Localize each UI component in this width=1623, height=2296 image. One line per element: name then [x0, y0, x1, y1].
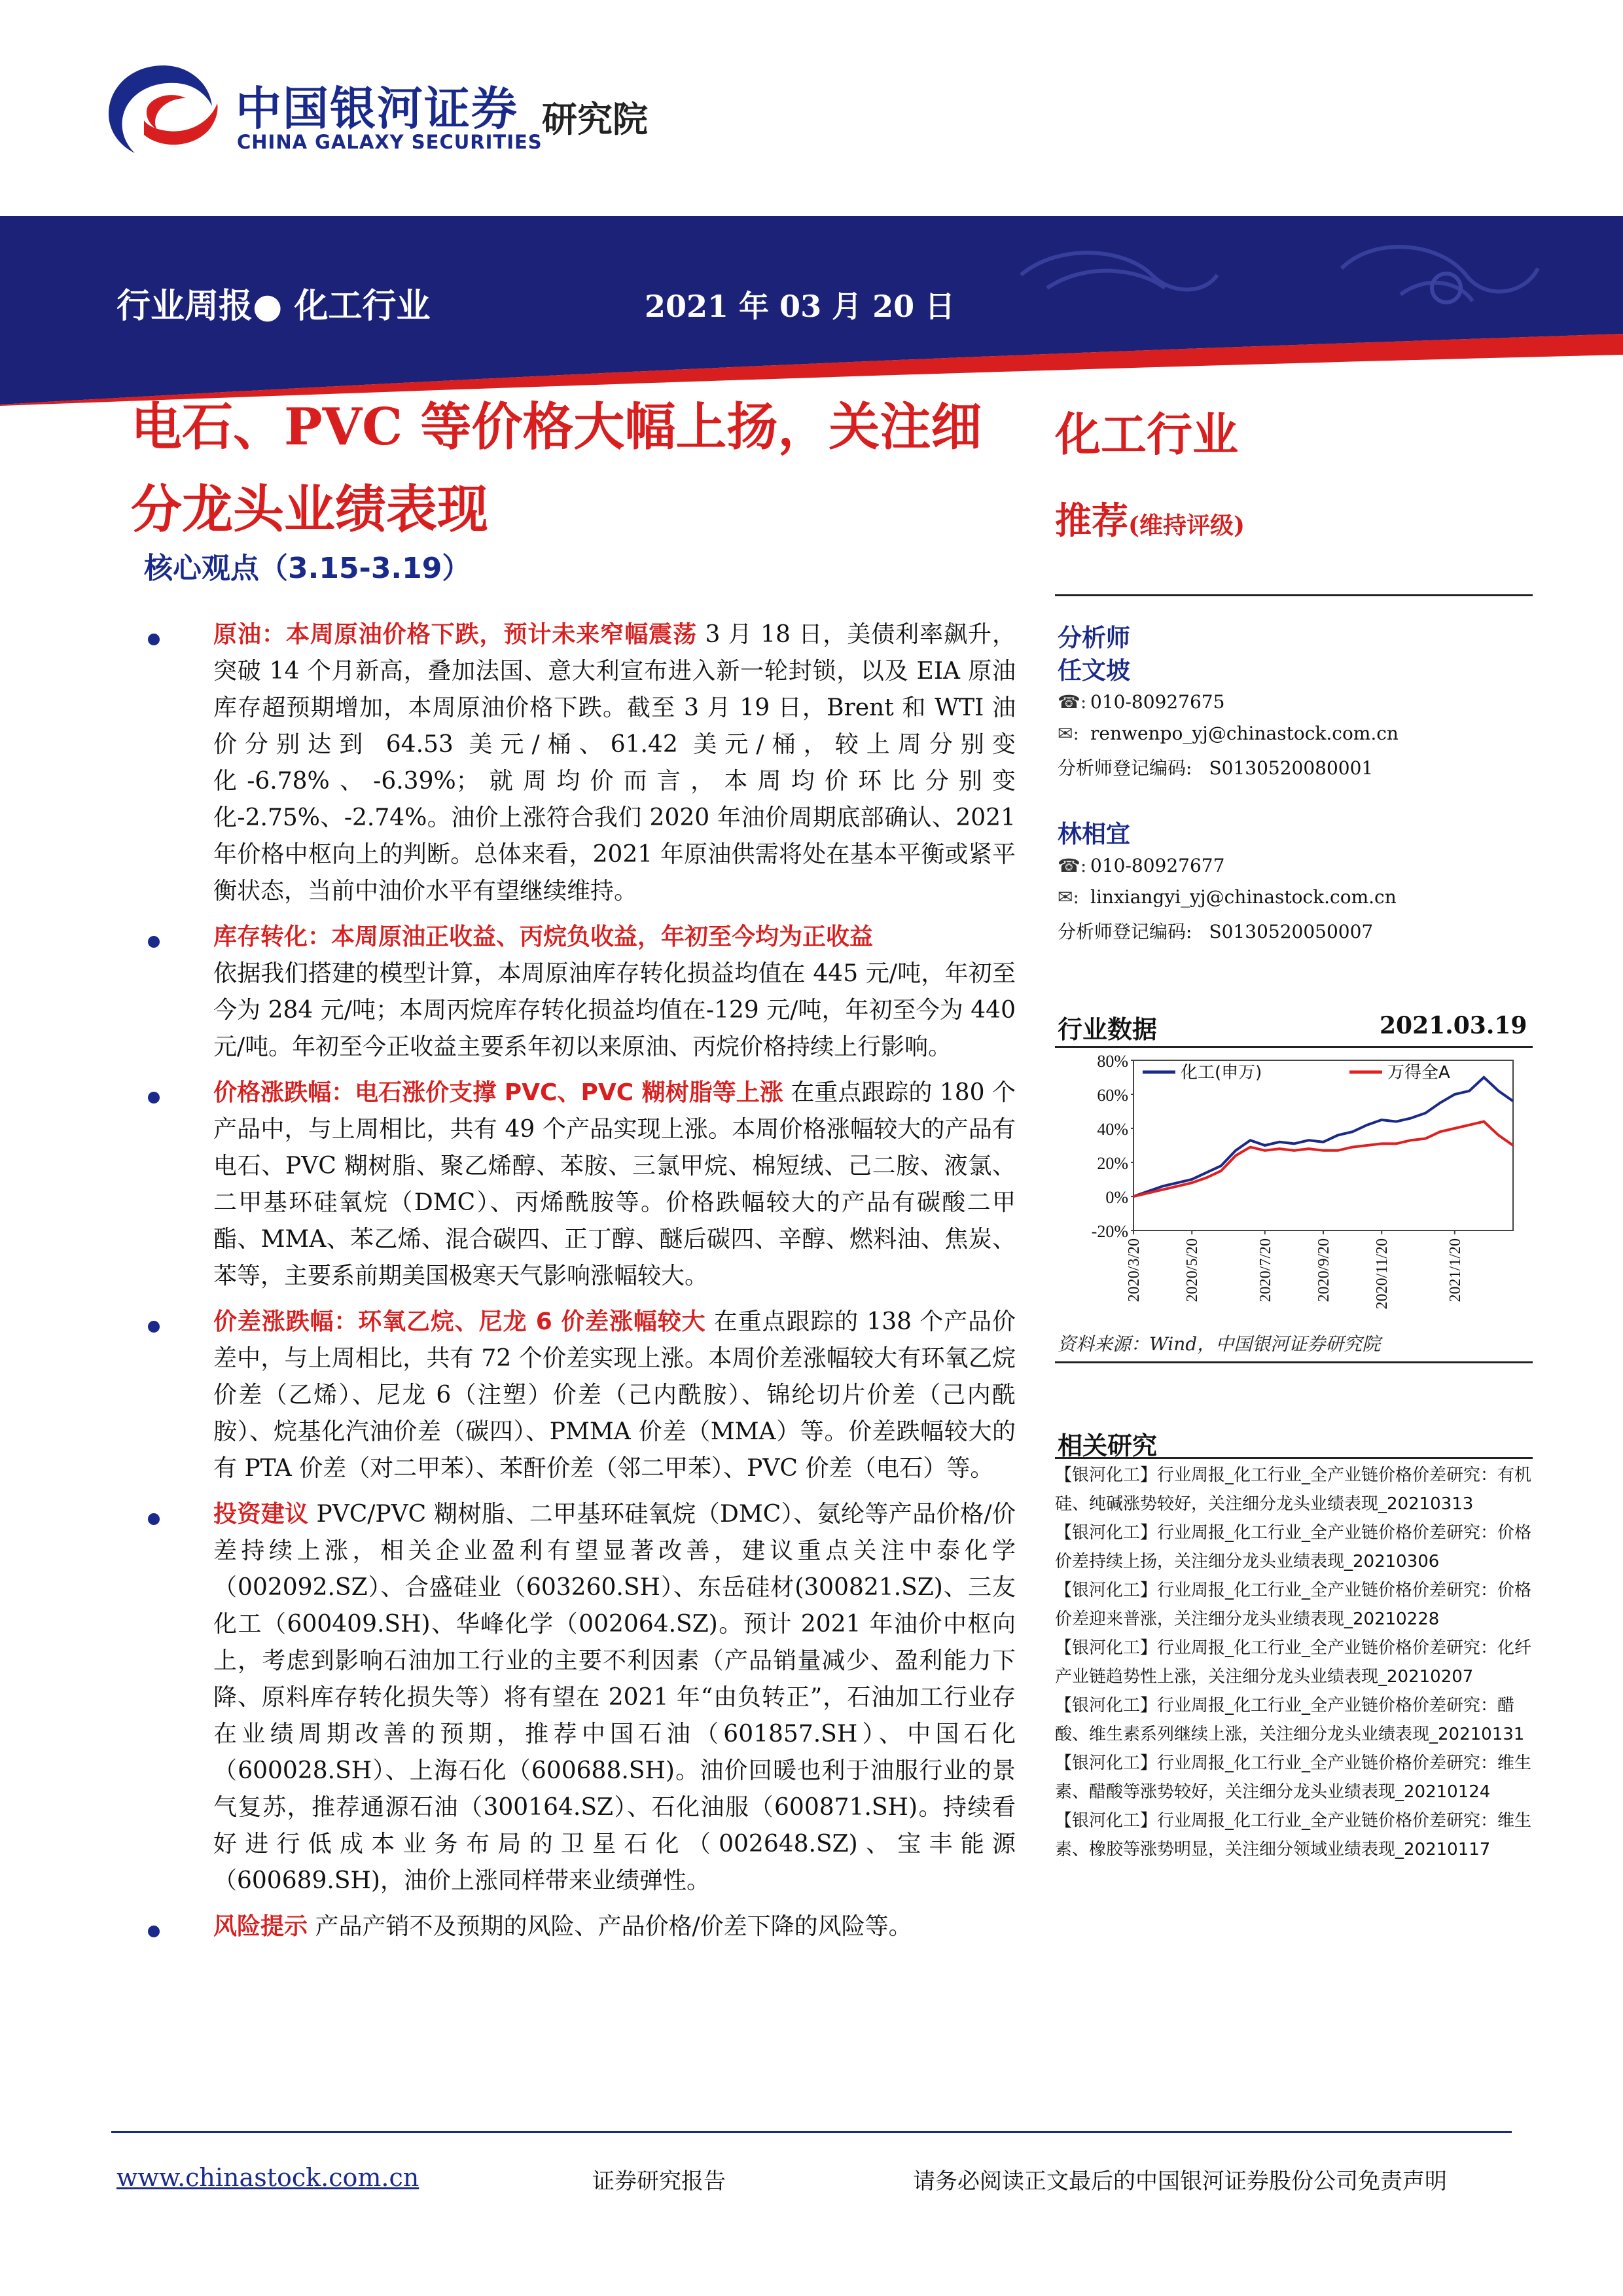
related-research-item[interactable]: 【银河化工】行业周报_化工行业_全产业链价格价差研究：醋酸、维生素系列继续上涨，关注细分龙头业绩表现_20210131: [1055, 1696, 1525, 1744]
bullet-heading: 库存转化：本周原油正收益、丙烷负收益，年初至今均为正收益: [213, 924, 874, 950]
chart-source: 资料来源：Wind，中国银河证券研究院: [1058, 1333, 1381, 1355]
phone-icon: ☎:: [1058, 855, 1087, 876]
bullet-text: 3 月 18 日，美债利率飙升，突破 14 个月新高，叠加法国、意大利宣布进入新一轮封锁，以及 EIA 原油库存超预期增加，本周原油价格下跌。截至 3 月 19 日，Brent 和 WTI 油价分别达到 64.53 美元/桶、61.42 美元/桶，较上周分别变化-6.78%、-6.39%；就周均价而言，本周均价环比分别变化-2.75%、-2.74%。油价上涨符合我们 2020 年油价周期底部确认、2021 年价格中枢向上的判断。总体来看，2021 年原油供需将处在基本平衡或紧平衡状态，当前中油价水平有望继续维持。: [213, 621, 1016, 905]
analyst-email[interactable]: ✉: linxiangyi_yj@chinastock.com.cn: [1058, 886, 1397, 908]
sidebar-industry: 化工行业: [1055, 408, 1238, 461]
bullet-text: 依据我们搭建的模型计算，本周原油库存转化损益均值在 445 元/吨，年初至今为 284 元/吨；本周丙烷库存转化损益均值在-129 元/吨，年初至今为 440 元/吨。年初至今正收益主要系年初以来原油、丙烷价格持续上行影响。: [213, 960, 1016, 1060]
bullet-heading: 价格涨跌幅：电石涨价支撑 PVC、PVC 糊树脂等上涨: [213, 1079, 783, 1106]
y-tick-label: 40%: [1097, 1120, 1128, 1139]
phone-icon: ☎:: [1058, 691, 1087, 713]
y-tick-label: 80%: [1097, 1052, 1128, 1071]
company-logo: [105, 58, 694, 175]
bullet-dot-icon: [148, 634, 160, 645]
bullet-item-inventory: [131, 919, 1016, 1066]
email-icon: ✉:: [1058, 723, 1079, 744]
bullet-dot-icon: [148, 1092, 160, 1103]
report-title: 电石、PVC 等价格大幅上扬，关注细分龙头业绩表现: [131, 397, 982, 539]
footer-report-label: 证券研究报告: [592, 2168, 726, 2195]
footer-website-link[interactable]: www.chinastock.com.cn: [116, 2163, 419, 2192]
bullet-text: 在重点跟踪的 138 个产品价差中，与上周相比，共有 72 个价差实现上涨。本周价差涨幅较大有环氧乙烷价差（乙烯）、尼龙 6（注塑）价差（己内酰胺）、锦纶切片价差（己内酰胺）、烷基化汽油价差（碳四）、PMMA 价差（MMA）等。价差跌幅较大的有 PTA 价差（对二甲苯）、苯酐价差（邻二甲苯）、PVC 价差（电石）等。: [213, 1308, 1016, 1482]
related-research-item[interactable]: 【银河化工】行业周报_化工行业_全产业链价格价差研究：价格价差持续上扬，关注细分龙头业绩表现_20210306: [1055, 1523, 1532, 1571]
x-tick-label: 2020/11/20: [1374, 1238, 1391, 1310]
core-view-heading: 核心观点（3.15-3.19）: [144, 552, 471, 585]
email-icon: ✉:: [1058, 886, 1079, 908]
analyst-registration: 分析师登记编码: S0130520080001: [1058, 757, 1374, 779]
bullet-item-investment: [131, 1496, 1016, 1899]
related-divider: [1055, 1457, 1533, 1459]
analyst-phone: ☎: 010-80927677: [1058, 855, 1225, 876]
analyst-phone: ☎: 010-80927675: [1058, 691, 1225, 713]
y-tick-label: 20%: [1097, 1154, 1128, 1173]
bullet-item-spread-change: [131, 1304, 1016, 1487]
bullet-dot-icon: [148, 936, 160, 948]
plot-frame: [1133, 1060, 1513, 1230]
x-tick-label: 2020/7/20: [1257, 1238, 1274, 1302]
logo-chinese-name: 中国银河证券: [236, 82, 518, 135]
x-tick-label: 2021/1/20: [1446, 1238, 1464, 1302]
related-research-item[interactable]: 【银河化工】行业周报_化工行业_全产业链价格价差研究：价格价差迎来普涨，关注细分龙头业绩表现_20210228: [1055, 1581, 1532, 1629]
series-line-wind: [1133, 1122, 1513, 1196]
rating-note: (维持评级): [1128, 512, 1245, 539]
x-tick-label: 2020/3/20: [1126, 1238, 1143, 1302]
report-type: 行业周报● 化工行业: [116, 287, 431, 326]
analyst-label: 分析师: [1058, 624, 1130, 652]
bullet-heading: 风险提示: [213, 1913, 308, 1940]
analyst-name: 任文坡: [1058, 656, 1130, 685]
core-view-content: [131, 617, 1016, 1954]
footer-divider: [111, 2131, 1512, 2133]
related-research-item[interactable]: 【银河化工】行业周报_化工行业_全产业链价格价差研究：维生素、醋酸等涨势较好，关注细分龙头业绩表现_20210124: [1055, 1753, 1532, 1802]
bullet-item-risk: [131, 1909, 1016, 1945]
bullet-dot-icon: [148, 1926, 160, 1937]
industry-index-chart: [1055, 1047, 1533, 1322]
industry-data-heading: 行业数据: [1058, 1015, 1158, 1044]
y-tick-label: -20%: [1091, 1222, 1128, 1241]
institute-label: 研究院: [542, 99, 648, 140]
rating-value: 推荐: [1055, 500, 1128, 543]
logo-english-name: CHINA GALAXY SECURITIES: [237, 131, 543, 153]
bullet-heading: 原油：本周原油价格下跌，预计未来窄幅震荡: [213, 621, 698, 648]
analyst-email[interactable]: ✉: renwenpo_yj@chinastock.com.cn: [1058, 723, 1399, 744]
bullet-item-price-change: [131, 1075, 1016, 1295]
related-research-item[interactable]: 【银河化工】行业周报_化工行业_全产业链价格价差研究：有机硅、纯碱涨势较好，关注细分龙头业绩表现_20210313: [1055, 1465, 1532, 1514]
bullet-dot-icon: [148, 1513, 160, 1525]
bullet-item-oil: [131, 617, 1016, 910]
related-research-item[interactable]: 【银河化工】行业周报_化工行业_全产业链价格价差研究：维生素、橡胶等涨势明显，关注细分领域业绩表现_20210117: [1055, 1811, 1532, 1859]
series-line-chem: [1133, 1077, 1513, 1196]
report-date: 2021 年 03 月 20 日: [645, 289, 955, 324]
bullet-text: 在重点跟踪的 180 个产品中，与上周相比，共有 49 个产品实现上涨。本周价格涨幅较大的产品有电石、PVC 糊树脂、聚乙烯醇、苯胺、三氯甲烷、棉短绒、己二胺、液氯、二甲基环硅氧烷（DMC）、丙烯酰胺等。价格跌幅较大的产品有碳酸二甲酯、MMA、苯乙烯、混合碳四、正丁醇、醚后碳四、辛醇、燃料油、焦炭、苯等，主要系前期美国极寒天气影响涨幅较大。: [213, 1079, 1016, 1289]
y-tick-label: 60%: [1097, 1086, 1128, 1105]
bullet-text: PVC/PVC 糊树脂、二甲基环硅氧烷（DMC）、氨纶等产品价格/价差持续上涨，相关企业盈利有望显著改善，建议重点关注中泰化学（002092.SZ）、合盛硅业（603260.SH）、东岳硅材(300821.SZ)、三友化工（600409.SH)、华峰化学（002064.SZ)。预计 2021 年油价中枢向上，考虑到影响石油加工行业的主要不利因素（产品销量减少、盈利能力下降、原料库存转化损失等）将有望在 2021 年“由负转正”，石油加工行业存在业绩周期改善的预期，推荐中国石油（601857.SH）、中国石化（600028.SH）、上海石化（600688.SH)。油价回暖也利于油服行业的景气复苏，推荐通源石油（300164.SZ）、石化油服（600871.SH)。持续看好进行低成本业务布局的卫星石化（002648.SZ)、宝丰能源（600689.SH)，油价上涨同样带来业绩弹性。: [213, 1501, 1016, 1894]
related-research-list: [1055, 1461, 1533, 1864]
y-tick-label: 0%: [1105, 1188, 1128, 1207]
legend-label: 万得全A: [1387, 1063, 1450, 1083]
galaxy-logo-icon: [105, 58, 223, 162]
bullet-text: 产品产销不及预期的风险、产品价格/价差下降的风险等。: [308, 1913, 912, 1940]
legend-label: 化工(申万): [1181, 1063, 1262, 1083]
industry-data-date: 2021.03.19: [1380, 1012, 1527, 1039]
source-divider: [1055, 1361, 1533, 1363]
sidebar-divider: [1055, 594, 1533, 596]
bullet-heading: 投资建议: [213, 1501, 309, 1528]
related-research-item[interactable]: 【银河化工】行业周报_化工行业_全产业链价格价差研究：化纤产业链趋势性上涨，关注细分龙头业绩表现_20210207: [1055, 1638, 1532, 1687]
footer-disclaimer: 请务必阅读正文最后的中国银河证券股份公司免责声明: [913, 2168, 1447, 2195]
related-research-heading: 相关研究: [1058, 1431, 1158, 1460]
bullet-heading: 价差涨跌幅：环氧乙烷、尼龙 6 价差涨幅较大: [213, 1308, 706, 1335]
analyst-name: 林相宜: [1058, 820, 1130, 848]
analyst-registration: 分析师登记编码: S0130520050007: [1058, 921, 1374, 942]
bullet-dot-icon: [148, 1321, 160, 1333]
rating-block: [1055, 492, 1245, 545]
x-tick-label: 2020/9/20: [1315, 1238, 1332, 1302]
x-tick-label: 2020/5/20: [1184, 1238, 1202, 1302]
